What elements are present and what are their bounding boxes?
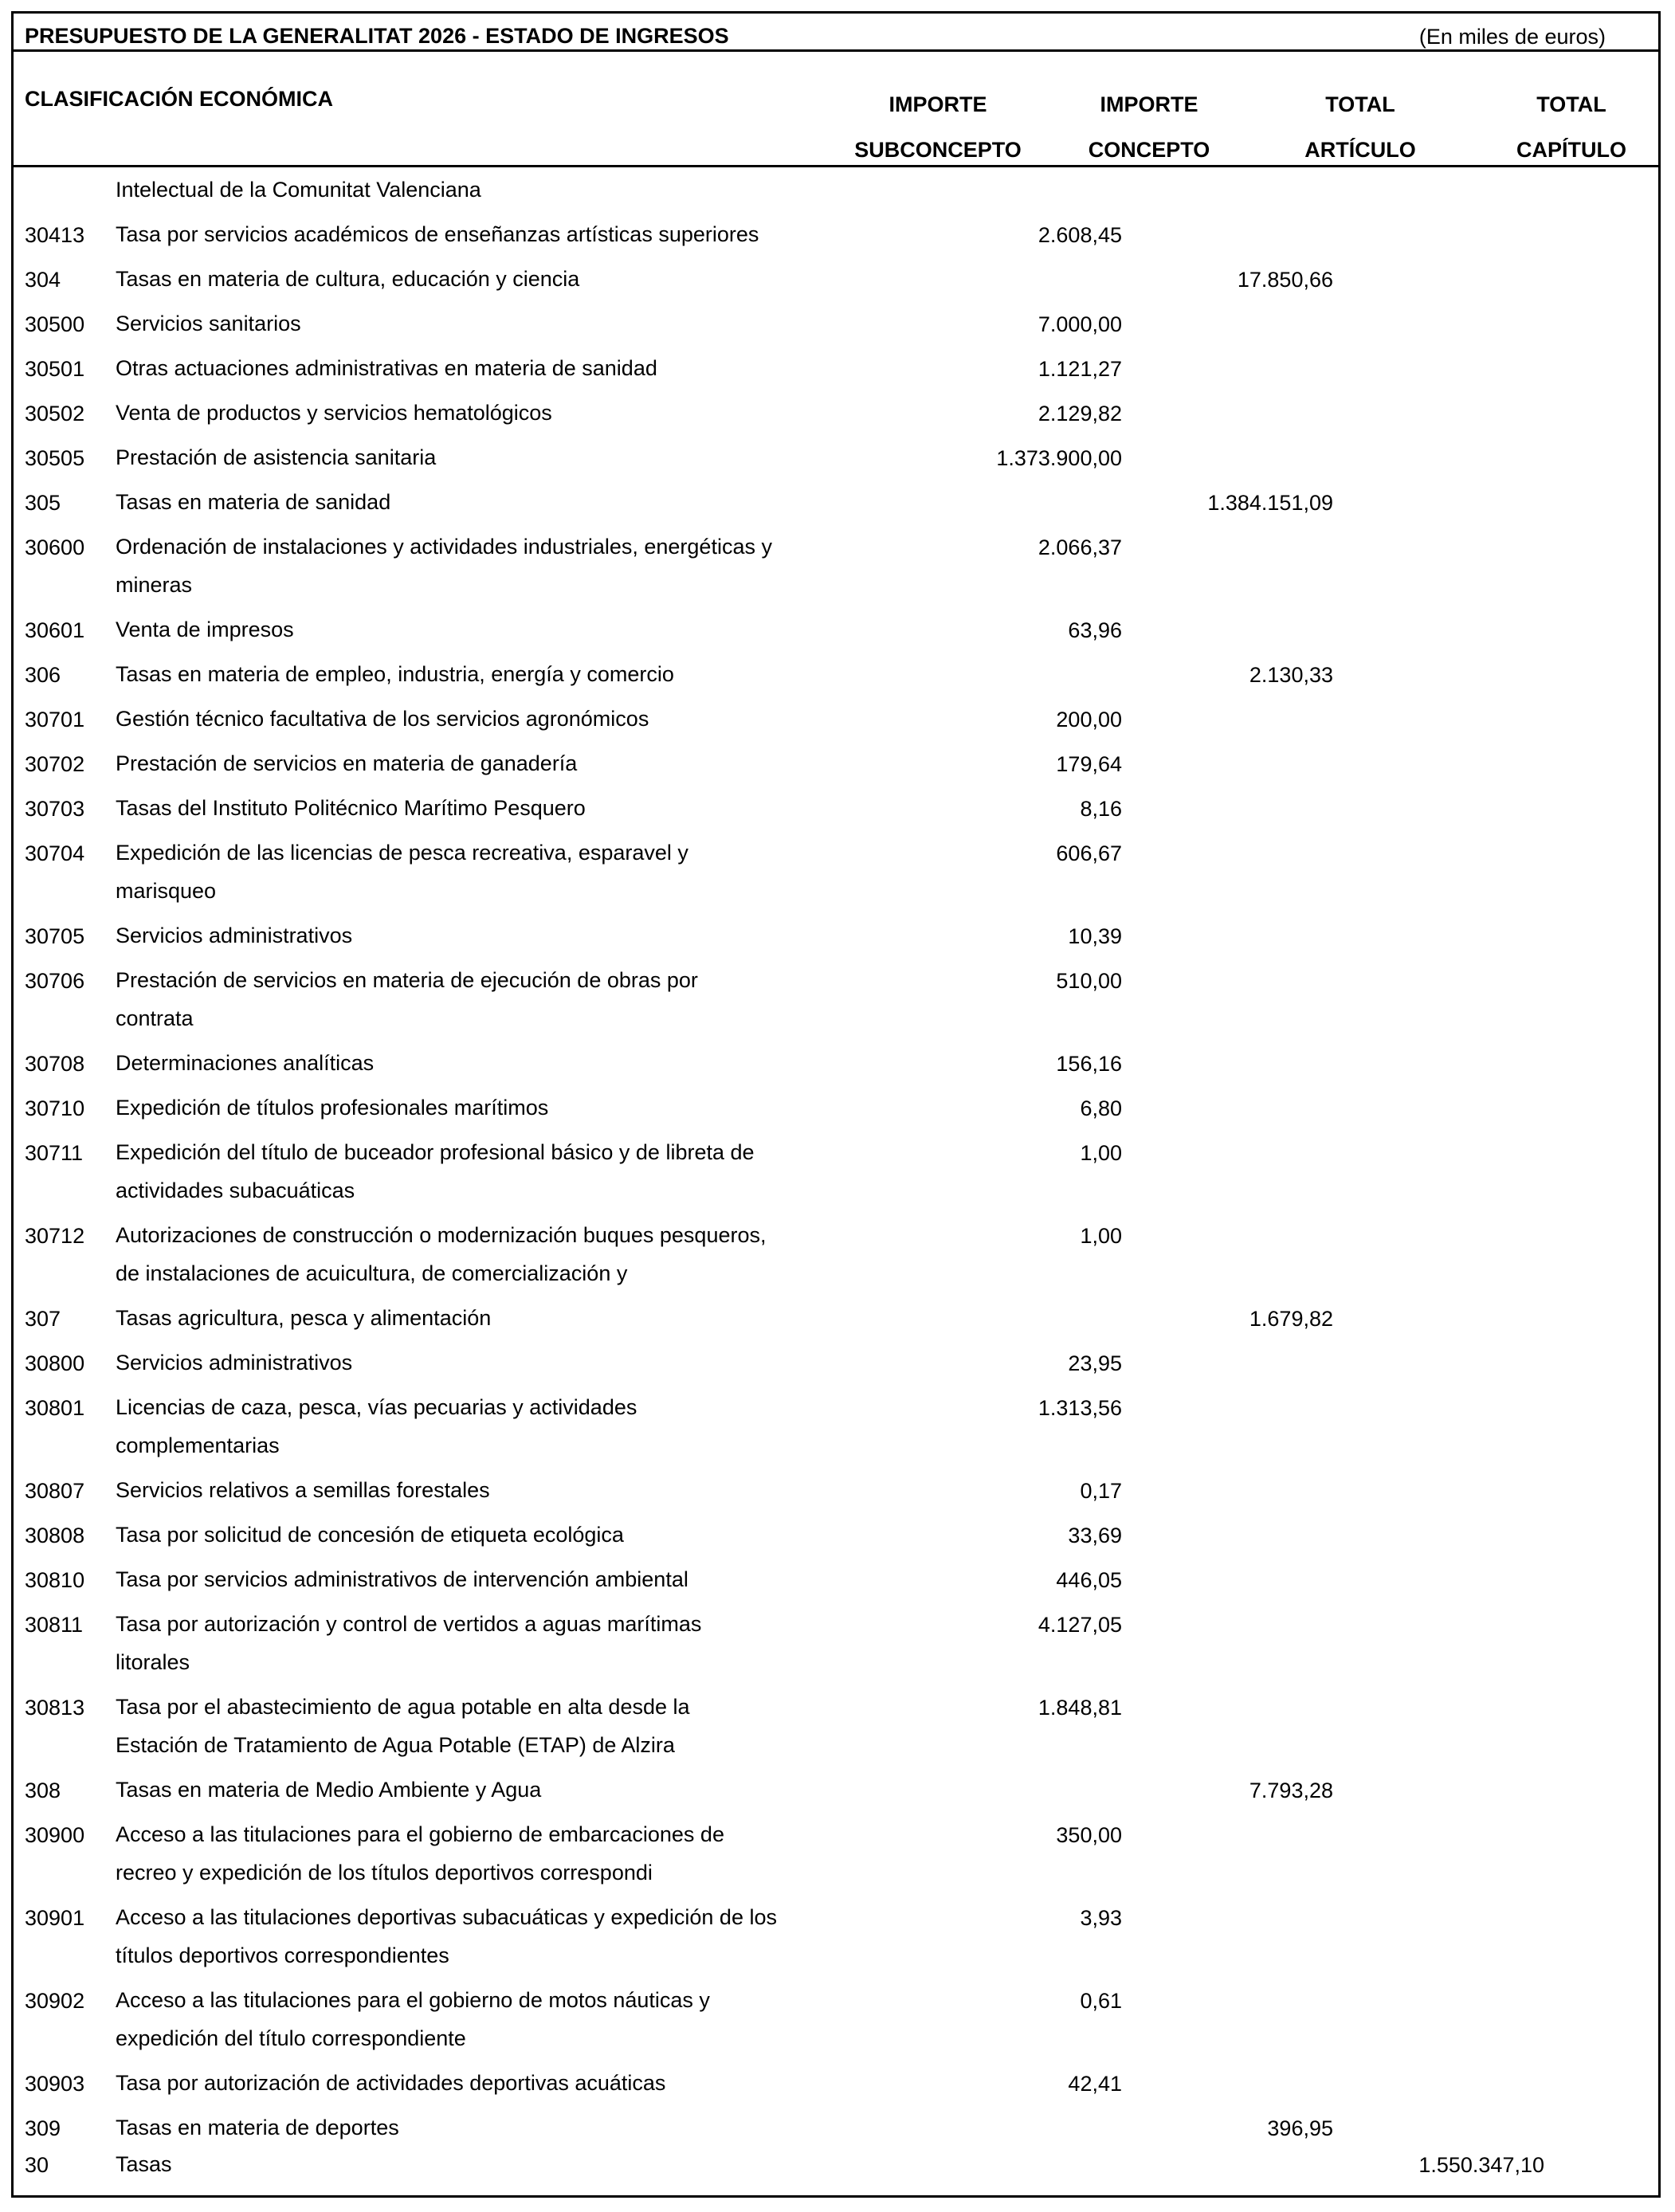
row-description [116, 304, 833, 343]
budget-table [11, 11, 1661, 2198]
row-description [116, 1088, 833, 1127]
row-description [116, 610, 833, 649]
row-description-line: Servicios relativos a semillas forestales [116, 1478, 490, 1502]
row-description-line: marisqueo [116, 879, 217, 903]
row-code: 30600 [25, 535, 85, 559]
row-description-line: expedición del título correspondiente [116, 2026, 466, 2050]
page-title: PRESUPUESTO DE LA GENERALITAT 2026 - ESTADO DE INGRESOS [25, 24, 729, 48]
row-amount: 1.373.900,00 [996, 446, 1122, 470]
row-code: 305 [25, 491, 61, 515]
row-code: 30705 [25, 924, 85, 948]
row-code: 30601 [25, 618, 85, 642]
row-description-line: Licencias de caza, pesca, vías pecuarias y actividades [116, 1395, 637, 1419]
row-description [116, 744, 833, 782]
row-amount: 156,16 [1056, 1052, 1122, 1076]
row-code: 30501 [25, 357, 85, 381]
row-description-line: Tasas en materia de sanidad [116, 490, 391, 514]
row-description-line: Tasa por el abastecimiento de agua potable en alta desde la [116, 1695, 690, 1719]
row-amount: 42,41 [1068, 2072, 1122, 2096]
row-amount: 7.793,28 [1249, 1779, 1333, 1802]
row-description-line: Prestación de servicios en materia de ejecución de obras por [116, 968, 698, 992]
row-description-line: Tasa por servicios administrativos de intervención ambiental [116, 1567, 688, 1591]
row-code: 30811 [25, 1613, 84, 1637]
row-description-line: Servicios administrativos [116, 1351, 353, 1375]
row-description-line: de instalaciones de acuicultura, de comercialización y [116, 1261, 628, 1285]
row-amount: 7.000,00 [1038, 312, 1122, 336]
row-amount: 1.313,56 [1038, 1396, 1122, 1420]
row-description [116, 1688, 833, 1764]
row-code: 30 [25, 2153, 49, 2177]
row-description [116, 1216, 833, 1292]
row-code: 30810 [25, 1568, 85, 1592]
row-code: 30901 [25, 1906, 85, 1930]
row-code: 30706 [25, 969, 85, 993]
column-header-articulo: TOTAL ARTÍCULO [1304, 92, 1416, 162]
row-amount: 200,00 [1056, 708, 1122, 731]
row-description-line: Tasas del Instituto Politécnico Marítimo Pesquero [116, 796, 586, 820]
row-code: 30813 [25, 1696, 85, 1720]
row-description-line: Tasa por autorización y control de vertidos a aguas marítimas [116, 1612, 702, 1636]
row-description-line: Acceso a las titulaciones deportivas subacuáticas y expedición de los [116, 1905, 777, 1929]
row-code: 30900 [25, 1823, 85, 1847]
row-code: 30902 [25, 1989, 85, 2013]
row-amount: 1.550.347,10 [1418, 2153, 1544, 2177]
row-description-line: recreo y expedición de los títulos deportivos correspondi [116, 1861, 653, 1885]
row-description-line: Servicios administrativos [116, 924, 353, 947]
row-description [116, 2108, 833, 2147]
row-amount: 6,80 [1080, 1096, 1122, 1120]
row-amount: 510,00 [1056, 969, 1122, 993]
row-description [116, 2064, 833, 2102]
row-description [116, 438, 833, 477]
row-code: 30502 [25, 402, 85, 426]
units-note: (En miles de euros) [1418, 25, 1606, 49]
row-description [116, 1343, 833, 1382]
row-description-line: Tasas en materia de deportes [116, 2116, 399, 2139]
row-code: 30413 [25, 223, 85, 247]
row-amount: 63,96 [1068, 618, 1122, 642]
row-description [116, 833, 833, 910]
row-amount: 2.608,45 [1038, 223, 1122, 247]
row-description-line: mineras [116, 573, 193, 597]
row-description-line: Prestación de servicios en materia de ganadería [116, 751, 578, 775]
row-description-line: Acceso a las titulaciones para el gobierno de embarcaciones de [116, 1822, 724, 1846]
column-header-concepto: IMPORTE CONCEPTO [1088, 92, 1210, 162]
row-description [116, 1044, 833, 1082]
row-description [116, 394, 833, 432]
row-description [116, 171, 833, 209]
row-description-line: Tasas en materia de empleo, industria, energía y comercio [116, 662, 674, 686]
row-description-line: complementarias [116, 1433, 280, 1457]
row-description-line: Otras actuaciones administrativas en materia de sanidad [116, 356, 657, 380]
row-code: 30500 [25, 312, 85, 336]
row-amount: 1.848,81 [1038, 1696, 1122, 1720]
row-description-line: Tasa por autorización de actividades deportivas acuáticas [116, 2071, 666, 2095]
row-description-line: Tasas agricultura, pesca y alimentación [116, 1306, 492, 1330]
row-code: 30903 [25, 2072, 85, 2096]
row-amount: 1.121,27 [1038, 357, 1122, 381]
row-description-line: Expedición del título de buceador profesional básico y de libreta de [116, 1140, 755, 1164]
row-amount: 0,17 [1080, 1479, 1122, 1503]
row-amount: 33,69 [1068, 1524, 1122, 1547]
row-description [116, 655, 833, 693]
row-code: 30712 [25, 1224, 85, 1248]
row-description [116, 1605, 833, 1681]
row-amount: 17.850,66 [1237, 268, 1333, 292]
row-description-line: Intelectual de la Comunitat Valenciana [116, 178, 481, 202]
row-description-line: Venta de productos y servicios hematológicos [116, 401, 552, 425]
row-description [116, 1516, 833, 1554]
row-description-line: Tasas [116, 2152, 172, 2176]
row-description [116, 961, 833, 1037]
row-description-line: Expedición de títulos profesionales marítimos [116, 1096, 549, 1120]
table-title-bar [14, 14, 1658, 52]
row-description [116, 1471, 833, 1509]
row-code: 30703 [25, 797, 85, 821]
column-header-bar [14, 52, 1658, 167]
row-description-line: Acceso a las titulaciones para el gobierno de motos náuticas y [116, 1988, 710, 2012]
row-description-line: Tasas en materia de Medio Ambiente y Agua [116, 1778, 542, 1802]
row-description [116, 1815, 833, 1892]
row-amount: 396,95 [1267, 2116, 1333, 2140]
row-code: 30807 [25, 1479, 85, 1503]
row-description [116, 1981, 833, 2057]
row-amount: 2.130,33 [1249, 663, 1333, 687]
row-code: 307 [25, 1307, 61, 1331]
row-code: 30505 [25, 446, 85, 470]
row-description [116, 349, 833, 387]
row-description-line: Tasa por solicitud de concesión de etiqueta ecológica [116, 1523, 624, 1547]
row-description [116, 260, 833, 298]
row-code: 30701 [25, 708, 85, 731]
row-code: 304 [25, 268, 61, 292]
row-description-line: litorales [116, 1650, 190, 1674]
row-amount: 0,61 [1080, 1989, 1122, 2013]
row-code: 30711 [25, 1141, 84, 1165]
row-code: 309 [25, 2116, 61, 2140]
row-amount: 2.129,82 [1038, 402, 1122, 426]
column-header-capitulo: TOTAL CAPÍTULO [1516, 92, 1626, 162]
row-description-line: Determinaciones analíticas [116, 1051, 375, 1075]
row-amount: 1.384.151,09 [1207, 491, 1333, 515]
row-amount: 23,95 [1068, 1351, 1122, 1375]
row-amount: 1.679,82 [1249, 1307, 1333, 1331]
row-code: 30710 [25, 1096, 85, 1120]
row-description-line: Autorizaciones de construcción o modernización buques pesqueros, [116, 1223, 767, 1247]
row-code: 308 [25, 1779, 61, 1802]
row-description [116, 916, 833, 955]
row-code: 306 [25, 663, 61, 687]
row-description-line: actividades subacuáticas [116, 1179, 355, 1202]
row-description-line: Prestación de asistencia sanitaria [116, 445, 437, 469]
row-amount: 1,00 [1080, 1224, 1122, 1248]
row-amount: 179,64 [1056, 752, 1122, 776]
column-header-subconcepto: IMPORTE SUBCONCEPTO [854, 92, 1022, 162]
row-code: 30808 [25, 1524, 85, 1547]
row-amount: 3,93 [1080, 1906, 1122, 1930]
row-amount: 1,00 [1080, 1141, 1122, 1165]
classification-heading: CLASIFICACIÓN ECONÓMICA [25, 87, 333, 111]
row-description-line: Ordenación de instalaciones y actividades industriales, energéticas y [116, 535, 772, 559]
row-amount: 350,00 [1056, 1823, 1122, 1847]
row-description [116, 1299, 833, 1337]
row-description [116, 1388, 833, 1465]
row-code: 30702 [25, 752, 85, 776]
row-description [116, 700, 833, 738]
row-description [116, 528, 833, 604]
row-description-line: contrata [116, 1006, 194, 1030]
row-description-line: Tasas en materia de cultura, educación y ciencia [116, 267, 580, 291]
row-code: 30801 [25, 1396, 85, 1420]
row-amount: 8,16 [1080, 797, 1122, 821]
row-amount: 606,67 [1056, 841, 1122, 865]
row-code: 30708 [25, 1052, 85, 1076]
row-description [116, 1560, 833, 1598]
row-amount: 446,05 [1056, 1568, 1122, 1592]
row-description-line: Expedición de las licencias de pesca recreativa, esparavel y [116, 841, 688, 865]
row-description-line: Servicios sanitarios [116, 312, 301, 335]
row-amount: 10,39 [1068, 924, 1122, 948]
row-description [116, 483, 833, 521]
row-description-line: títulos deportivos correspondientes [116, 1943, 449, 1967]
row-description [116, 789, 833, 827]
row-description-line: Estación de Tratamiento de Agua Potable (ETAP) de Alzira [116, 1733, 675, 1757]
row-description-line: Venta de impresos [116, 618, 294, 641]
row-amount: 4.127,05 [1038, 1613, 1122, 1637]
row-code: 30800 [25, 1351, 85, 1375]
row-description-line: Gestión técnico facultativa de los servicios agronómicos [116, 707, 649, 731]
row-description [116, 1133, 833, 1210]
row-amount: 2.066,37 [1038, 535, 1122, 559]
row-code: 30704 [25, 841, 85, 865]
row-description [116, 2145, 833, 2183]
row-description-line: Tasa por servicios académicos de enseñanzas artísticas superiores [116, 222, 759, 246]
row-description [116, 215, 833, 253]
row-description [116, 1771, 833, 1809]
row-description [116, 1898, 833, 1975]
